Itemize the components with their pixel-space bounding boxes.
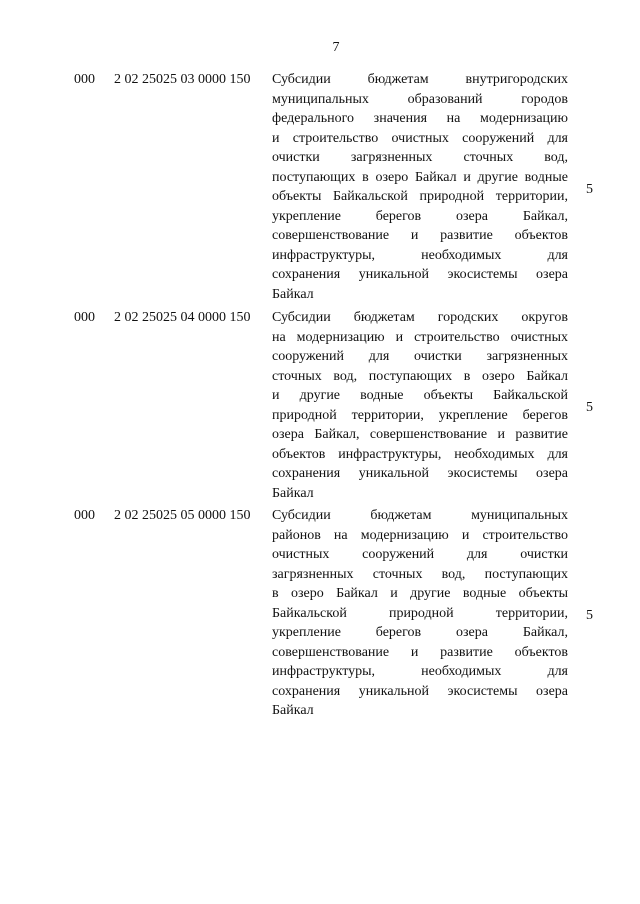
budget-classification-code: 2 02 25025 05 0000 150 xyxy=(114,508,251,523)
description-line: загрязненных сточных вод, поступающих xyxy=(272,566,568,582)
description-line: и строительство очистных сооружений для xyxy=(272,130,568,146)
description-line: объектов инфраструктуры, необходимых для xyxy=(272,446,568,462)
admin-code: 000 xyxy=(74,72,95,87)
amount-value: 5 xyxy=(586,182,593,197)
description-line: очистных сооружений для очистки xyxy=(272,547,568,562)
row-description xyxy=(272,308,568,503)
description-line: Субсидии бюджетам муниципальных xyxy=(272,508,568,523)
description-line: Субсидии бюджетам городских округов xyxy=(272,310,568,325)
description-line: инфраструктуры, необходимых для xyxy=(272,247,568,263)
row-description xyxy=(272,70,568,304)
description-line: Байкал xyxy=(272,286,314,302)
admin-code: 000 xyxy=(74,310,95,325)
description-line: федерального значения на модернизацию xyxy=(272,111,568,126)
description-line: районов на модернизацию и строительство xyxy=(272,527,568,543)
amount-value: 5 xyxy=(586,608,593,623)
budget-classification-code: 2 02 25025 03 0000 150 xyxy=(114,72,251,87)
description-line: инфраструктуры, необходимых для xyxy=(272,664,568,679)
description-line: укрепление берегов озера Байкал, xyxy=(272,208,568,224)
description-line: совершенствование и развитие объектов xyxy=(272,644,568,660)
description-line: Байкальской природной территории, xyxy=(272,605,568,621)
description-line: Байкал xyxy=(272,485,314,501)
description-line: поступающих в озеро Байкал и другие водные xyxy=(272,169,568,185)
description-line: природной территории, укрепление берегов xyxy=(272,407,568,423)
description-line: сточных вод, поступающих в озеро Байкал xyxy=(272,368,568,384)
description-line: Субсидии бюджетам внутригородских xyxy=(272,72,568,87)
amount-value: 5 xyxy=(586,400,593,415)
description-line: укрепление берегов озера Байкал, xyxy=(272,625,568,640)
description-line: на модернизацию и строительство очистных xyxy=(272,329,568,345)
description-line: муниципальных образований городов xyxy=(272,91,568,107)
description-line: сохранения уникальной экосистемы озера xyxy=(272,267,568,282)
description-line: в озеро Байкал и другие водные объекты xyxy=(272,586,568,601)
row-description xyxy=(272,506,568,721)
description-line: сохранения уникальной экосистемы озера xyxy=(272,466,568,481)
description-line: сохранения уникальной экосистемы озера xyxy=(272,683,568,699)
description-line: сооружений для очистки загрязненных xyxy=(272,349,568,364)
page-number: 7 xyxy=(332,40,340,55)
description-line: озера Байкал, совершенствование и развитие xyxy=(272,427,568,442)
description-line: совершенствование и развитие объектов xyxy=(272,228,568,243)
description-line: и другие водные объекты Байкальской xyxy=(272,388,568,403)
description-line: Байкал xyxy=(272,703,314,718)
description-line: очистки загрязненных сточных вод, xyxy=(272,150,568,165)
admin-code: 000 xyxy=(74,508,95,523)
budget-classification-code: 2 02 25025 04 0000 150 xyxy=(114,310,251,325)
description-line: объекты Байкальской природной территории, xyxy=(272,189,568,204)
